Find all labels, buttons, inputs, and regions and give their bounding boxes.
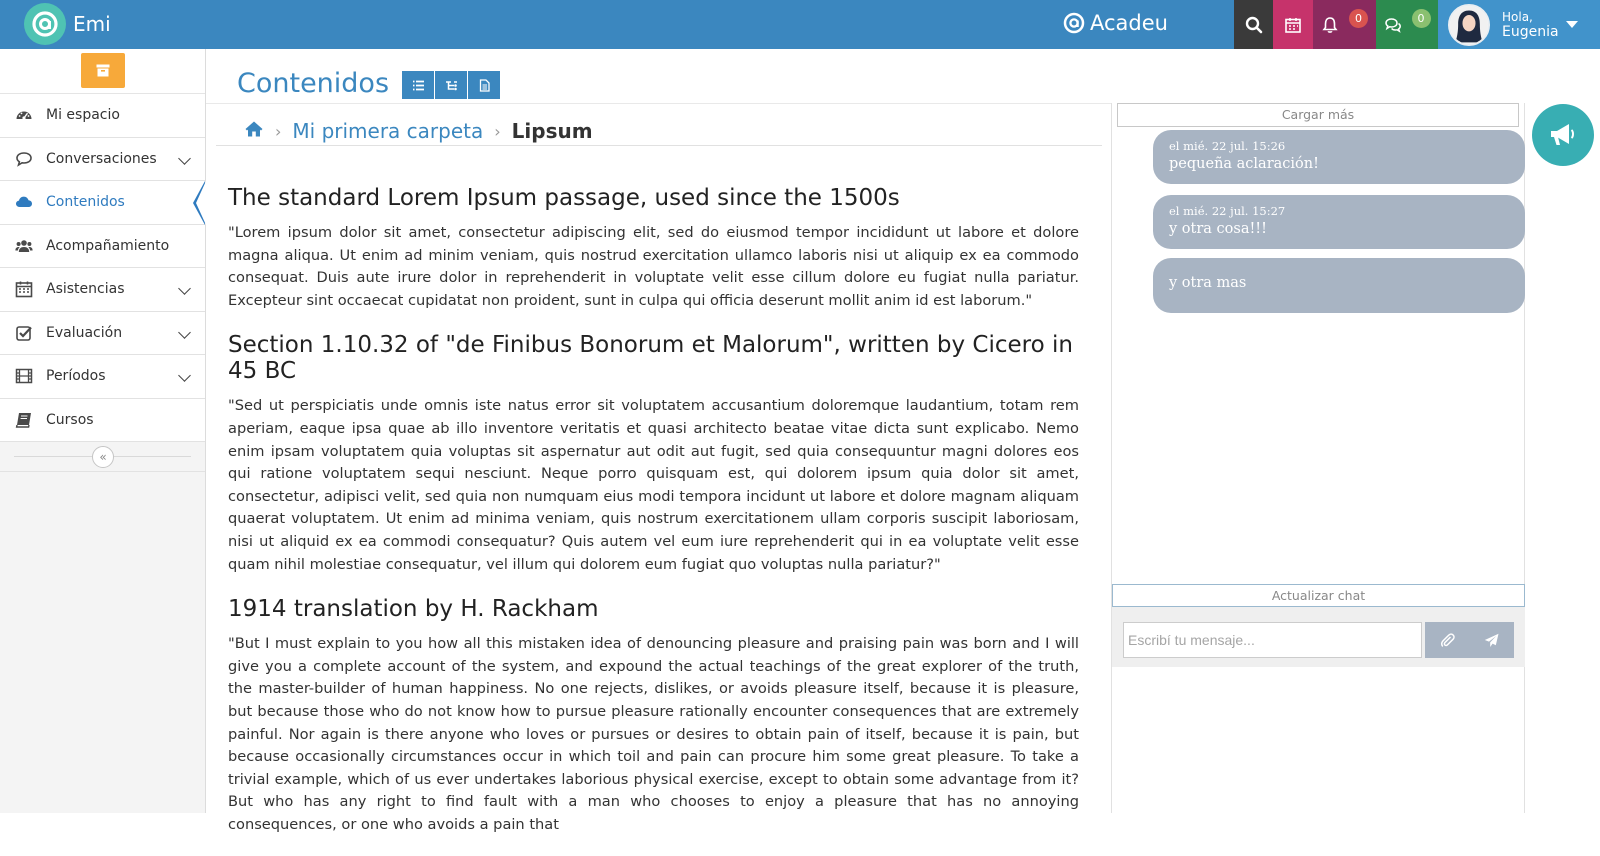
chevron-down-icon — [178, 369, 191, 382]
chevron-down-icon — [178, 282, 191, 295]
notifications-button[interactable] — [1313, 0, 1376, 49]
dashboard-icon — [14, 105, 34, 125]
section-paragraph: "But I must explain to you how all this mistaken idea of denouncing pleasure and praising pain was born and I will give you a complete account of the system, and expound the actual teachings of the great explorer of the truth, the master-builder of human happiness. No one rejects, dislikes, or avoids pleasure itself, because it is pleasure, but because those who do not know how to pursue pleasure rationally encounter consequences that are extremely painful. Nor again is there anyone who loves or pursues or desires to obtain pain of itself, because it is pain, but because occasionally circumstances occur in which toil and pain can procure him some great pleasure. To take a trivial example, which of us ever undertakes laborious physical exercise, except to obtain some advantage from it? But who has any right to find fault with a man who chooses to enjoy a pleasure that has no annoying consequences, or one who avoids a pain that — [228, 635, 1079, 833]
file-text-icon — [478, 79, 491, 92]
film-icon — [14, 366, 34, 386]
list-icon — [412, 79, 425, 92]
user-info — [1502, 10, 1559, 40]
section-heading: The standard Lorem Ipsum passage, used since the 1500s — [228, 185, 900, 211]
paper-plane-icon — [1484, 633, 1499, 648]
sidebar-item-asistencias[interactable] — [0, 268, 205, 312]
sidebar-item-label: Asistencias — [46, 281, 125, 298]
breadcrumb-current: Lipsum — [511, 119, 593, 143]
brand-logo-icon — [24, 3, 66, 45]
send-button[interactable] — [1469, 622, 1514, 658]
search-icon — [1245, 16, 1263, 34]
chat-message-text: y otra cosa!!! — [1169, 221, 1267, 237]
paperclip-icon — [1440, 633, 1455, 648]
page-title: Contenidos — [237, 68, 390, 99]
sidebar — [0, 49, 206, 813]
sidebar-item-label: Contenidos — [46, 194, 125, 211]
document-view-button[interactable] — [468, 71, 501, 99]
view-toggle-group — [402, 71, 501, 99]
breadcrumb — [244, 119, 593, 143]
chat-message — [1153, 195, 1525, 249]
sidebar-item-label: Cursos — [46, 411, 94, 428]
sidebar-item-periodos[interactable] — [0, 355, 205, 399]
attach-button[interactable] — [1425, 622, 1469, 658]
tree-view-button[interactable] — [435, 71, 468, 99]
messages-button[interactable] — [1376, 0, 1438, 49]
sidebar-item-conversaciones[interactable] — [0, 138, 205, 182]
sidebar-item-mi-espacio[interactable] — [0, 94, 205, 138]
book-icon — [14, 410, 34, 430]
section-paragraph: "Sed ut perspiciatis unde omnis iste natus error sit voluptatem accusantium doloremque laudantium, totam rem aperiam, eaque ipsa quae ab illo inventore veritatis et quasi architecto beatae vitae dicta sunt explicabo. Nemo enim ipsam voluptatem quia voluptas sit aspernatur aut odit aut fugit, sed quia consequuntur magni dolores eos qui ratione voluptatem sequi nesciunt. Neque porro quisquam est, qui dolorem ipsum quia dolor sit amet, consectetur, adipisci velit, sed quia non numquam eius modi tempora incidunt ut labore et dolore magnam aliquam quaerat voluptatem. Ut enim ad minima veniam, quis nostrum exercitationem ullam corporis suscipit laboriosam, nisi ut aliquid ex ea commodi consequatur? Quis autem vel eum iure reprehenderit qui in ea voluptate velit esse quam nihil molestiae consequatur, vel illum qui dolorem eum fugiat quo voluptas nulla pariatur?" — [228, 397, 1079, 573]
chat-message-time: el mié. 22 jul. 15:26 — [1169, 139, 1286, 153]
section-paragraph: "Lorem ipsum dolor sit amet, consectetur adipiscing elit, sed do eiusmod tempor incididunt ut labore et dolore magna aliqua. Ut enim ad minim veniam, quis nostrud exercitation ullamco laboris nisi ut aliquip ex ea commodo consequat. Duis aute irure dolor in reprehenderit in voluptate velit esse cillum dolore eu fugiat nulla pariatur. Excepteur sint occaecat cupidatat non proident, sunt in culpa qui officia deserunt mollit anim id est laborum." — [228, 224, 1079, 309]
bell-icon — [1321, 16, 1339, 34]
sidebar-item-evaluacion[interactable] — [0, 312, 205, 356]
search-button[interactable] — [1234, 0, 1273, 49]
top-bar — [0, 0, 1600, 49]
chat-message-time: el mié. 22 jul. 15:27 — [1169, 204, 1286, 218]
avatar — [1448, 4, 1490, 46]
notifications-badge: 0 — [1349, 9, 1368, 28]
chevron-down-icon — [178, 152, 191, 165]
sidebar-item-label: Mi espacio — [46, 107, 120, 124]
section-heading: 1914 translation by H. Rackham — [228, 596, 599, 623]
sidebar-item-acompanamiento[interactable] — [0, 225, 205, 269]
chat-message — [1153, 130, 1525, 184]
document-content — [228, 185, 1079, 856]
chat-message-text: pequeña aclaración! — [1169, 156, 1319, 172]
sidebar-item-label: Acompañamiento — [46, 237, 170, 254]
chat-panel — [1111, 103, 1525, 813]
divider — [216, 145, 1102, 146]
users-icon — [14, 236, 34, 256]
divider — [206, 103, 1111, 104]
user-menu[interactable] — [1438, 0, 1600, 49]
comments-icon — [14, 149, 34, 169]
brand[interactable] — [24, 3, 111, 45]
archive-button[interactable] — [81, 53, 125, 88]
list-view-button[interactable] — [402, 71, 435, 99]
bullhorn-icon — [1548, 121, 1578, 149]
sidebar-collapse-row — [0, 442, 205, 472]
comments-icon — [1384, 16, 1402, 34]
refresh-chat-button[interactable]: Actualizar chat — [1112, 584, 1525, 607]
check-square-icon — [14, 323, 34, 343]
center-brand — [1063, 11, 1168, 35]
home-icon[interactable] — [244, 119, 264, 143]
messages-badge: 0 — [1412, 9, 1431, 28]
collapse-sidebar-button[interactable]: « — [92, 446, 114, 468]
message-input[interactable] — [1123, 622, 1422, 658]
chat-message-text: y otra mas — [1169, 275, 1247, 291]
breadcrumb-separator: › — [275, 121, 282, 141]
sidebar-item-label: Evaluación — [46, 324, 123, 341]
load-more-button[interactable]: Cargar más — [1117, 103, 1519, 127]
breadcrumb-folder-link[interactable]: Mi primera carpeta — [292, 119, 484, 143]
sidebar-item-label: Conversaciones — [46, 150, 157, 167]
chat-compose — [1112, 607, 1525, 667]
calendar-button[interactable] — [1273, 0, 1313, 49]
sidebar-item-label: Períodos — [46, 368, 106, 385]
caret-down-icon — [1566, 21, 1578, 28]
sidebar-top — [0, 49, 205, 94]
archive-icon — [96, 64, 110, 77]
calendar-icon — [14, 279, 34, 299]
breadcrumb-separator: › — [494, 121, 501, 141]
sidebar-item-contenidos[interactable] — [0, 181, 205, 225]
center-brand-name: Acadeu — [1090, 11, 1168, 35]
announcement-button[interactable] — [1532, 104, 1594, 166]
user-greeting: Hola, — [1502, 9, 1533, 24]
section-heading: Section 1.10.32 of "de Finibus Bonorum et Malorum", written by Cicero in 45 BC — [228, 332, 1073, 385]
sidebar-item-cursos[interactable] — [0, 399, 205, 443]
acadeu-logo-icon — [1063, 12, 1085, 34]
user-name: Eugenia — [1502, 23, 1559, 40]
chevron-down-icon — [178, 326, 191, 339]
chat-message — [1153, 258, 1525, 313]
brand-name: Emi — [73, 12, 111, 36]
calendar-icon — [1284, 16, 1302, 34]
cloud-icon — [14, 192, 34, 212]
sitemap-icon — [445, 79, 458, 92]
